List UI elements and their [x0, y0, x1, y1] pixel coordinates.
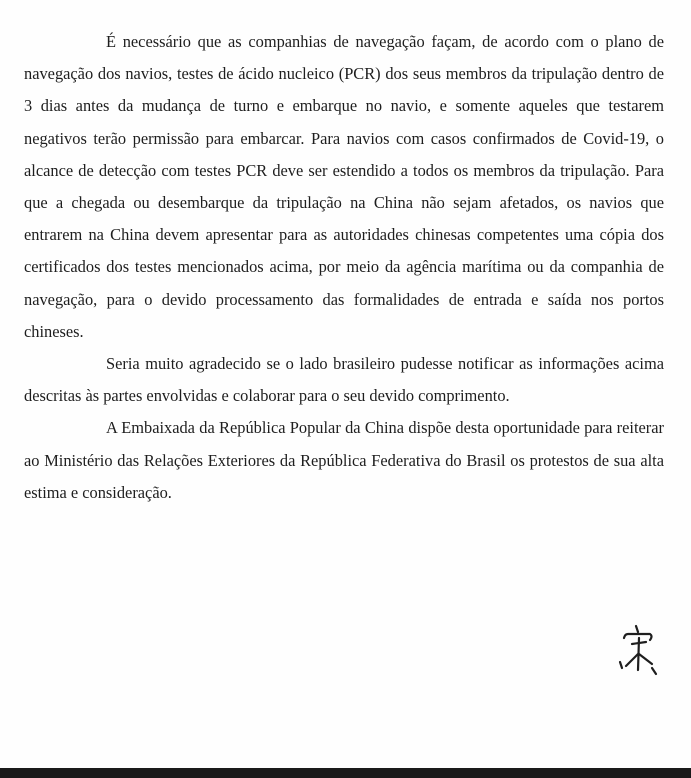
paragraph-closing: A Embaixada da República Popular da China dispõe desta oportunidade para reiterar ao Ministério das Relações Exteriores da República Federativa do Brasil os protestos de sua alta estima e consideração. — [24, 418, 664, 502]
paragraph-request: Seria muito agradecido se o lado brasileiro pudesse notificar as informações acima descritas às partes envolvidas e colaborar para o seu devido comprimento. — [24, 354, 664, 406]
scan-bottom-edge — [0, 768, 691, 778]
document-body — [24, 26, 664, 509]
handwritten-signature — [612, 620, 662, 680]
paragraph-requirements: É necessário que as companhias de navegação façam, de acordo com o plano de navegação dos navios, testes de ácido nucleico (PCR) dos seus membros da tripulação dentro de 3 dias antes da mudança de turno e embarque no navio, e somente aqueles que testarem negativos terão permissão para embarcar. Para navios com casos confirmados de Covid-19, o alcance de detecção com testes PCR deve ser estendido a todos os membros da tripulação. Para que a chegada ou desembarque da tripulação na China não sejam afetados, os navios que entrarem na China devem apresentar para as autoridades chinesas competentes uma cópia dos certificados dos testes mencionados acima, por meio da agência marítima ou da companhia de navegação, para o devido processamento das formalidades de entrada e saída nos portos chineses. — [24, 32, 664, 341]
